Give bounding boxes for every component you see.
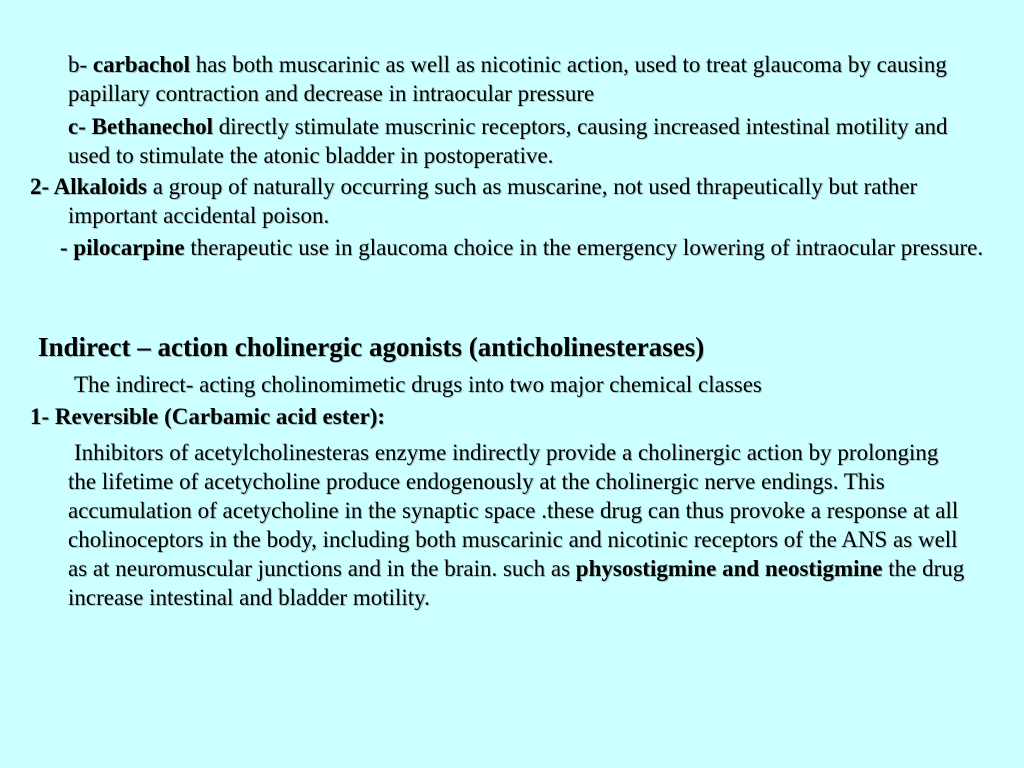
alkaloids-text: a group of naturally occurring such as muscarine, not used thrapeutically but rather important accidental poison. xyxy=(68,174,918,228)
paragraph-bethanechol xyxy=(68,112,968,170)
bethanechol-term: c- Bethanechol xyxy=(68,114,214,139)
paragraph-carbachol xyxy=(30,50,1018,108)
carbachol-prefix: b- xyxy=(68,52,93,77)
pilocarpine-term: - pilocarpine xyxy=(60,235,185,260)
inhibitors-text: Inhibitors of acetylcholinesteras enzyme indirectly provide a cholinergic action by prolonging the lifetime of acetycholine produce endogenously at the cholinergic nerve endings. This accumulation of acetycholine in the synaptic space .these drug can thus provoke a response at all cholinoceptors in the body, including both muscarinic and nicotinic receptors of the ANS as well as at neuromuscular junctions and in the brain. such as xyxy=(68,440,959,581)
alkaloids-term: 2- Alkaloids xyxy=(30,174,147,199)
pilocarpine-text: therapeutic use in glaucoma choice in the emergency lowering of intraocular pressure. xyxy=(184,235,984,260)
paragraph-alkaloids xyxy=(30,172,968,230)
section-heading: Indirect – action cholinergic agonists (anticholinesterases) xyxy=(38,332,705,362)
paragraph-inhibitors xyxy=(68,438,968,612)
paragraph-pilocarpine xyxy=(60,233,988,262)
inhibitors-tail: the drug increase intestinal and bladder motility. xyxy=(68,556,965,610)
carbachol-term: carbachol xyxy=(92,52,191,77)
carbachol-text: has both muscarinic as well as nicotinic action, used to treat glaucoma by causing papillary contraction and decrease in intraocular pressure xyxy=(68,52,947,106)
subheading-reversible: 1- Reversible (Carbamic acid ester): xyxy=(30,404,386,429)
intro-line: The indirect- acting cholinomimetic drugs into two major chemical classes xyxy=(74,372,762,397)
bethanechol-text: directly stimulate muscrinic receptors, causing increased intestinal motility and used to stimulate the atonic bladder in postoperative. xyxy=(68,114,948,168)
physostigmine-term: physostigmine and neostigmine xyxy=(575,556,883,581)
